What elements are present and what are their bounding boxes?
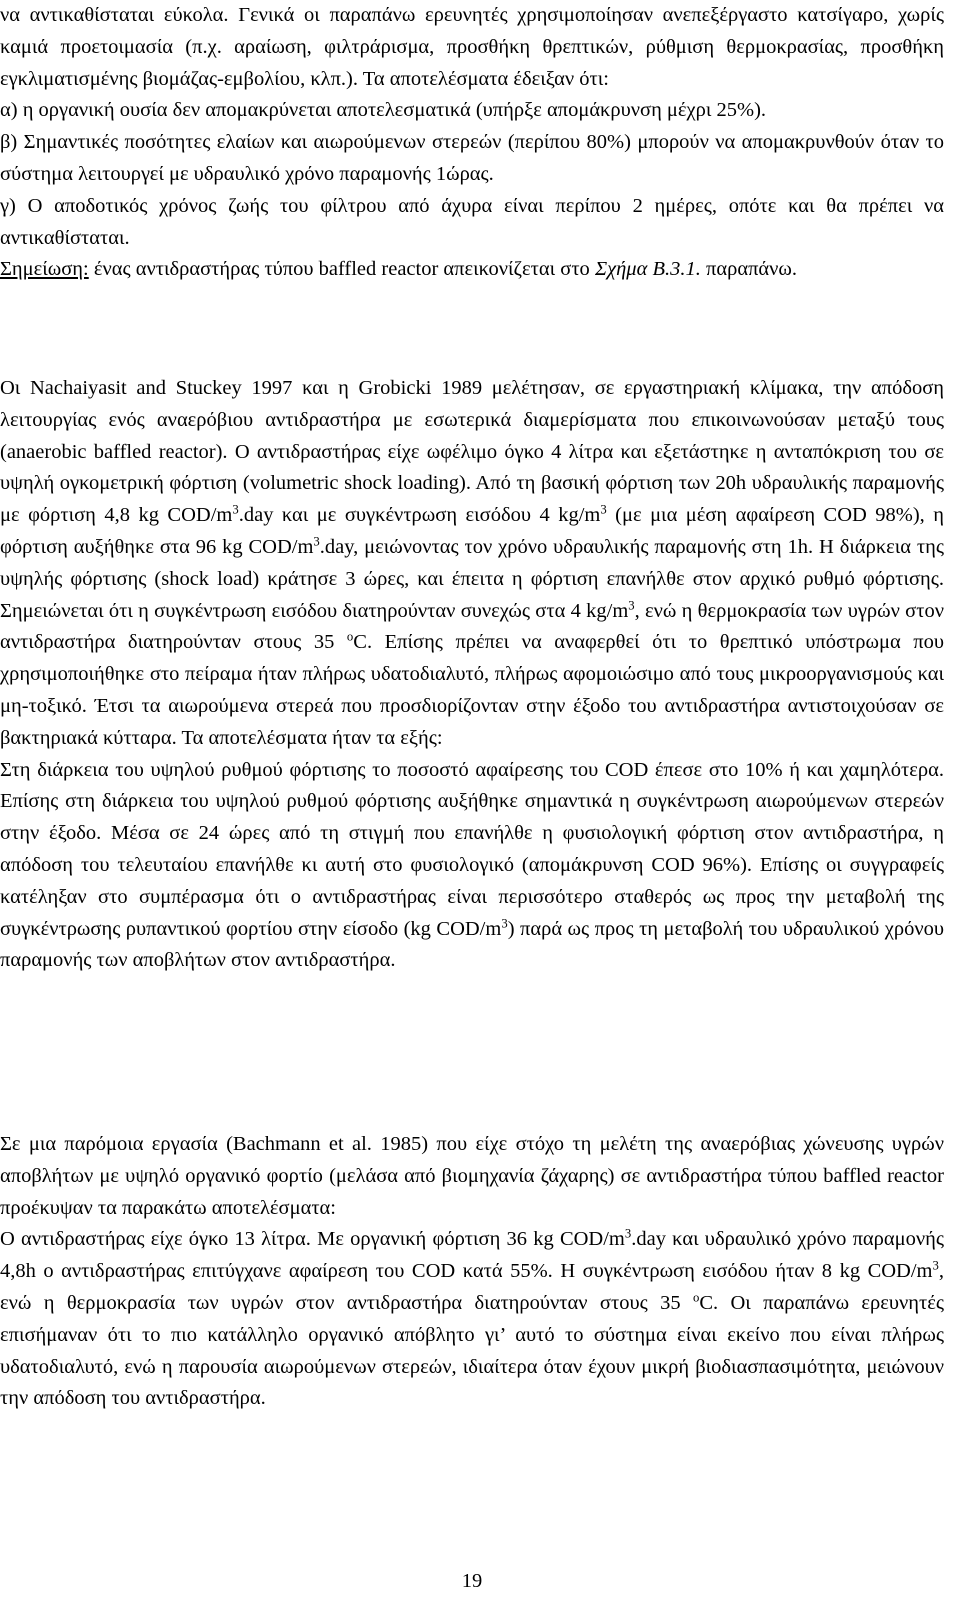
note-label: Σημείωση: bbox=[0, 258, 89, 281]
note-text: ένας αντιδραστήρας τύπου baffled reactor απεικονίζεται στο bbox=[88, 258, 595, 281]
superscript: 3 bbox=[501, 915, 508, 930]
paragraph-straw-filter-results bbox=[0, 0, 944, 286]
superscript: o bbox=[346, 629, 354, 644]
superscript: 3 bbox=[628, 597, 635, 612]
paragraph-nachaiyasit-study bbox=[0, 373, 944, 977]
text-segment: .day και υδραυλικό χρόνο παραμονής 4,8h ο αντιδραστήρας επιτύγχανε αφαίρεση του COD κατά 55%. Η συγκέντρωση εισόδου ήταν 8 kg COD/m bbox=[0, 1228, 944, 1283]
superscript: 3 bbox=[932, 1258, 939, 1273]
text-segment: .day και με συγκέντρωση εισόδου 4 kg/m bbox=[238, 504, 601, 527]
text-intro: να αντικαθίσταται εύκολα. Γενικά οι παραπάνω ερευνητές χρησιμοποίησαν ανεπεξέργαστο κατσίγαρο, χωρίς καμιά προετοιμασία (π.χ. αραίωση, φιλτράρισμα, προσθήκη θρεπτικών, ρύθμιση θερμοκρασίας, προσθήκη εγκλιματισμένης βιομάζας-εμβολίου, κλπ.). Τα αποτελέσματα έδειξαν ότι: bbox=[0, 4, 944, 90]
text-segment: .day, μειώνοντας τον χρόνο υδραυλικής παραμονής στη 1h. Η διάρκεια της υψηλής φόρτισης (shock load) κράτησε 3 ώρες, και έπειτα η φόρτιση επανήλθε στον αρχικό ρυθμό φόρτισης. Σημειώνεται ότι η συγκέντρωση εισόδου διατηρούνταν συνεχώς στα 4 kg/m bbox=[0, 535, 944, 622]
text-segment: Οι Nachaiyasit and Stuckey 1997 και η Grobicki 1989 μελέτησαν, σε εργαστηριακή κλίμακα, την απόδοση λειτουργίας ενός αναερόβιου αντιδραστήρα με εσωτερικά διαμερίσματα που επικοινωνούσαν μεταξύ τους (anaerobic baffled reactor). Ο αντιδραστήρας είχε ωφέλιμο όγκο 4 λίτρα και εξετάστηκε η ανταπόκριση του σε υψηλή ογκομετρική φόρτιση (volumetric shock loading). Από τη βασική φόρτιση των 20h υδραυλικής παραμονής με φόρτιση 4,8 kg COD/m bbox=[0, 377, 944, 527]
text-segment: Σε μια παρόμοια εργασία (Bachmann et al. 1985) που είχε στόχο τη μελέτη της αναερόβιας χώνευσης υγρών αποβλήτων με υψηλό οργανικό φορτίο (μελάσα από βιομηχανία ζάχαρης) σε αντιδραστήρα τύπου baffled reactor προέκυψαν τα παρακάτω αποτελέσματα: bbox=[0, 1133, 944, 1219]
figure-reference: Σχήμα Β.3.1. bbox=[594, 258, 701, 281]
superscript: 3 bbox=[624, 1226, 632, 1241]
text-segment: ) παρά ως προς τη μεταβολή του υδραυλικού χρόνου παραμονής των αποβλήτων στον αντιδραστήρα. bbox=[0, 917, 944, 972]
text-segment: Ο αντιδραστήρας είχε όγκο 13 λίτρα. Με οργανική φόρτιση 36 kg COD/m bbox=[0, 1228, 625, 1251]
superscript: 3 bbox=[600, 502, 607, 517]
superscript: o bbox=[692, 1290, 700, 1305]
text-result-b: β) Σημαντικές ποσότητες ελαίων και αιωρούμενων στερεών (περίπου 80%) μπορούν να απομακρυνθούν όταν το σύστημα λειτουργεί με υδραυλικό χρόνο παραμονής 1ώρας. bbox=[0, 131, 944, 185]
paragraph-bachmann-study bbox=[0, 1129, 944, 1415]
text-segment: C. Οι παραπάνω ερευνητές επισήμαναν ότι το πιο κατάλληλο οργανικό απόβλητο γι’ αυτό το σύστημα είναι εκείνο που είναι πλήρως υδατοδιαλυτό, ενώ η παρουσία αιωρούμενων στερεών, ιδιαίτερα όταν έχουν μικρή βιοδιασπασιμότητα, μειώνουν την απόδοση του αντιδραστήρα. bbox=[0, 1291, 944, 1410]
text-result-c: γ) Ο αποδοτικός χρόνος ζωής του φίλτρου από άχυρα είναι περίπου 2 ημέρες, οπότε και θα πρέπει να αντικαθίσταται. bbox=[0, 194, 944, 249]
page-number: 19 bbox=[461, 1570, 483, 1592]
text-segment: Στη διάρκεια του υψηλού ρυθμού φόρτισης το ποσοστό αφαίρεσης του COD έπεσε στο 10% ή και χαμηλότερα. Επίσης στη διάρκεια του υψηλού ρυθμού φόρτισης αυξήθηκε σημαντικά η συγκέντρωση αιωρούμενων στερεών στην έξοδο. Μέσα σε 24 ώρες από τη στιγμή που επανήλθε η φυσιολογική φόρτιση στον αντιδραστήρα, η απόδοση του τελευταίου επανήλθε κι αυτή στο φυσιολογικό (απομάκρυνση COD 96%). Επίσης οι συγγραφείς κατέληξαν στο συμπέρασμα ότι ο αντιδραστήρας είναι περισσότερο σταθερός ως προς την μεταβολή της συγκέντρωσης ρυπαντικού φορτίου στην είσοδο (kg COD/m bbox=[0, 758, 944, 940]
text-result-a: α) η οργανική ουσία δεν απομακρύνεται αποτελεσματικά (υπήρξε απομάκρυνση μέχρι 25%). bbox=[0, 99, 767, 122]
text-segment: , ενώ η θερμοκρασία των υγρών στον αντιδραστήρα διατηρούνταν στους 35 bbox=[0, 1260, 944, 1314]
text-segment: C. Επίσης πρέπει να αναφερθεί ότι το θρεπτικό υπόστρωμα που χρησιμοποιήθηκε στο πείραμα ήταν πλήρως υδατοδιαλυτό, πλήρως αφομοιώσιμο από τους μικροοργανισμούς και μη-τοξικό. Έτσι τα αιωρούμενα στερεά που προσδιορίζονταν στην έξοδο του αντιδραστήρα αντιστοιχούσαν σε βακτηριακά κύτταρα. Τα αποτελέσματα ήταν τα εξής: bbox=[0, 631, 944, 749]
superscript: 3 bbox=[313, 534, 320, 549]
text-segment: , ενώ η θερμοκρασία των υγρών στον αντιδραστήρα διατηρούνταν στους 35 bbox=[0, 599, 944, 654]
superscript: 3 bbox=[232, 502, 239, 517]
text-segment: (με μια μέση αφαίρεση COD 98%), η φόρτιση αυξήθηκε στα 96 kg COD/m bbox=[0, 504, 944, 558]
note-end: παραπάνω. bbox=[700, 258, 798, 281]
